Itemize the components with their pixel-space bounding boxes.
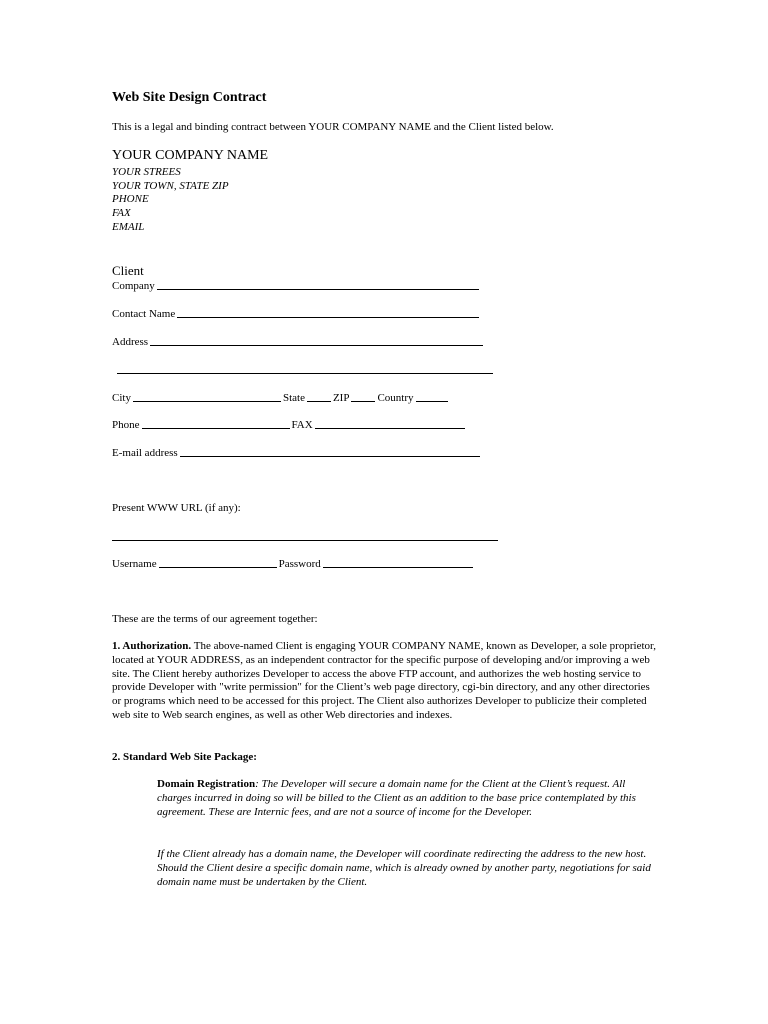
state-blank[interactable]	[307, 391, 331, 402]
address-field-row	[112, 335, 485, 348]
address-blank[interactable]	[150, 335, 483, 346]
domain-registration-label: Domain Registration	[157, 778, 256, 790]
section-1-body: The above-named Client is engaging YOUR COMPANY NAME, known as Developer, a sole proprietor, located at YOUR ADDRESS, as an independent contractor for the specific purpose of developing and/or improving a web site. The Client hereby authorizes Developer to access the above FTP account, and authorizes the web hosting service to provide Developer with "write permission" for the Client’s web page directory, cgi-bin directory, and any other directories or programs which need to be accessed for this project. The Client also authorizes Developer to publicize their completed web site to Web search engines, as well as other Web directories and indexes.	[112, 640, 656, 721]
company-fax: FAX	[112, 207, 131, 219]
address-blank-2[interactable]	[117, 363, 493, 374]
client-heading: Client	[112, 263, 144, 278]
domain-registration-paragraph	[157, 778, 657, 819]
section-1-heading: 1. Authorization.	[112, 640, 192, 652]
company-phone: PHONE	[112, 193, 149, 205]
credentials-row	[112, 557, 475, 570]
url-label: Present WWW URL (if any):	[112, 502, 241, 514]
url-label-row	[112, 502, 241, 514]
url-line-row	[112, 530, 500, 543]
domain-registration-body: : The Developer will secure a domain name for the Client at the Client’s request. All charges incurred in doing so will be billed to the Client as an addition to the base price contemplated by this agreement. These are Internic fees, and are not a source of income for the Developer.	[157, 778, 636, 818]
contact-field-row	[112, 307, 481, 320]
password-label: Password	[278, 558, 321, 570]
fax-label: FAX	[291, 419, 313, 431]
country-label: Country	[377, 392, 414, 404]
phone-label: Phone	[112, 419, 140, 431]
city-label: City	[112, 392, 131, 404]
company-street: YOUR STREES	[112, 166, 181, 178]
phone-fax-row	[112, 418, 467, 431]
email-field-row	[112, 446, 482, 459]
terms-intro: These are the terms of our agreement together:	[112, 613, 318, 625]
domain-existing-paragraph: If the Client already has a domain name, the Developer will coordinate redirecting the address to the new host. Should the Client desire a specific domain name, which is already owned by another party, negotiations for said domain name must be undertaken by the Client.	[157, 848, 651, 888]
company-name: YOUR COMPANY NAME	[112, 148, 269, 163]
section-authorization	[112, 640, 657, 723]
password-blank[interactable]	[323, 557, 473, 568]
section-2-heading: 2. Standard Web Site Package:	[112, 751, 257, 763]
company-blank[interactable]	[157, 279, 479, 290]
city-state-row	[112, 391, 450, 404]
phone-blank[interactable]	[142, 418, 290, 429]
zip-label: ZIP	[332, 392, 350, 404]
username-blank[interactable]	[159, 557, 277, 568]
url-blank[interactable]	[112, 530, 498, 541]
company-label: Company	[112, 280, 155, 292]
email-blank[interactable]	[180, 446, 480, 457]
company-email: EMAIL	[112, 221, 145, 233]
country-blank[interactable]	[416, 391, 448, 402]
company-town: YOUR TOWN, STATE ZIP	[112, 180, 229, 192]
address-label: Address	[112, 336, 149, 348]
state-label: State	[282, 392, 305, 404]
intro-text: This is a legal and binding contract between YOUR COMPANY NAME and the Client listed below.	[112, 121, 554, 133]
address-line-2-row	[117, 363, 495, 376]
email-label: E-mail address	[112, 447, 178, 459]
contact-label: Contact Name	[112, 308, 176, 320]
zip-blank[interactable]	[351, 391, 375, 402]
document-title: Web Site Design Contract	[112, 90, 267, 105]
company-field-row	[112, 279, 481, 292]
city-blank[interactable]	[133, 391, 281, 402]
fax-blank[interactable]	[315, 418, 465, 429]
contact-blank[interactable]	[177, 307, 479, 318]
username-label: Username	[112, 558, 157, 570]
